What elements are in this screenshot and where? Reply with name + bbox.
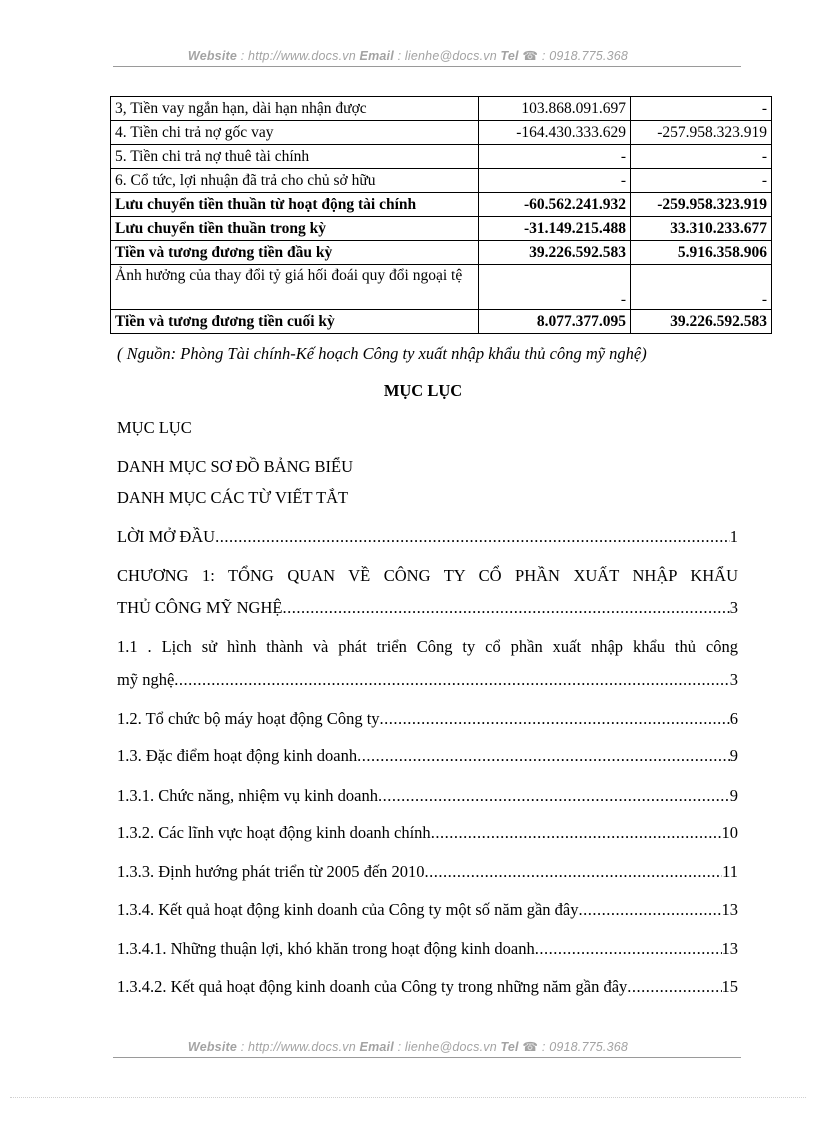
row-value-previous: - (631, 265, 772, 310)
toc-entry-page: 11 (722, 862, 738, 881)
toc-entry-page: 6 (729, 709, 738, 728)
toc-entry-page: 1 (729, 527, 738, 546)
toc-entry-line1: CHƯƠNG 1: TỔNG QUAN VỀ CÔNG TY CỔ PHẦN XUẤT NHẬP KHẨU (117, 566, 738, 585)
toc-entry[interactable] (117, 670, 738, 690)
row-value-previous: 33.310.233.677 (631, 217, 772, 241)
toc-entry[interactable] (117, 977, 738, 997)
toc-leader (357, 746, 730, 766)
footer-rule (113, 1057, 741, 1058)
table-row (111, 217, 772, 241)
row-label: 4. Tiền chi trả nợ gốc vay (111, 121, 479, 145)
source-note: ( Nguồn: Phòng Tài chính-Kế hoạch Công ty xuất nhập khẩu thủ công mỹ nghệ) (117, 344, 647, 363)
toc-leader (378, 786, 730, 806)
toc-entry-text: 1.3. Đặc điểm hoạt động kinh doanh (117, 746, 358, 765)
row-label: Ảnh hưởng của thay đổi tỷ giá hối đoái quy đổi ngoại tệ (111, 265, 479, 310)
table-row (111, 97, 772, 121)
tel-value: ☎ : 0918.775.368 (518, 1040, 629, 1054)
table-row (111, 310, 772, 334)
row-value-previous: - (631, 169, 772, 193)
row-label: 3, Tiền vay ngắn hạn, dài hạn nhận được (111, 97, 479, 121)
toc-entry[interactable] (117, 900, 738, 920)
toc-entry-page: 10 (721, 823, 738, 842)
row-value-previous: -259.958.323.919 (631, 193, 772, 217)
page-footer (0, 1039, 816, 1054)
toc-entry-page: 13 (721, 900, 738, 919)
toc-entry-text: 1.3.4.2. Kết quả hoạt động kinh doanh của Công ty trong những năm gần đây (117, 977, 628, 996)
table-row (111, 241, 772, 265)
cash-flow-table (110, 96, 772, 334)
row-value-previous: -257.958.323.919 (631, 121, 772, 145)
row-value-previous: 5.916.358.906 (631, 241, 772, 265)
row-value-current: -164.430.333.629 (479, 121, 631, 145)
toc-item: DANH MỤC CÁC TỪ VIẾT TẮT (117, 488, 349, 507)
toc-entry[interactable] (117, 527, 738, 547)
email-value: : lienhe@docs.vn (393, 49, 501, 63)
header-rule (113, 66, 741, 67)
toc-leader (174, 670, 729, 690)
toc-leader (215, 527, 730, 547)
toc-leader (425, 862, 723, 882)
row-value-previous: - (631, 97, 772, 121)
toc-entry-text: 1.3.4.1. Những thuận lợi, khó khăn trong hoạt động kinh doanh (117, 939, 535, 958)
table-row (111, 265, 772, 310)
toc-entry[interactable] (117, 598, 738, 618)
row-value-current: -31.149.215.488 (479, 217, 631, 241)
row-label: Lưu chuyển tiền thuần từ hoạt động tài chính (111, 193, 479, 217)
toc-leader (535, 939, 722, 959)
toc-entry-page: 13 (721, 939, 738, 958)
row-value-current: 8.077.377.095 (479, 310, 631, 334)
toc-item: DANH MỤC SƠ ĐỒ BẢNG BIỂU (117, 457, 354, 476)
toc-entry-page: 3 (729, 598, 738, 617)
toc-entry-page: 3 (729, 670, 738, 689)
row-value-previous: 39.226.592.583 (631, 310, 772, 334)
table-row (111, 169, 772, 193)
page-edge-divider (10, 1097, 806, 1098)
row-label: Tiền và tương đương tiền cuối kỳ (111, 310, 479, 334)
tel-label: Tel (500, 49, 519, 63)
row-value-current: -60.562.241.932 (479, 193, 631, 217)
toc-entry[interactable] (117, 786, 738, 806)
toc-entry[interactable] (117, 939, 738, 959)
toc-entry-text: 1.2. Tổ chức bộ máy hoạt động Công ty (117, 709, 380, 728)
toc-entry-text: 1.3.4. Kết quả hoạt động kinh doanh của Công ty một số năm gần đây (117, 900, 579, 919)
toc-entry[interactable] (117, 823, 738, 843)
website-label: Website (187, 49, 238, 63)
tel-label: Tel (500, 1040, 519, 1054)
toc-leader (431, 823, 722, 843)
toc-entry-page: 9 (729, 746, 738, 765)
row-value-current: - (479, 145, 631, 169)
table-row (111, 121, 772, 145)
toc-entry-text: mỹ nghệ (117, 670, 175, 689)
toc-entry-text: 1.3.1. Chức năng, nhiệm vụ kinh doanh (117, 786, 378, 805)
row-value-previous: - (631, 145, 772, 169)
website-value: : http://www.docs.vn (237, 49, 360, 63)
toc-item: MỤC LỤC (117, 418, 192, 437)
email-label: Email (359, 1040, 394, 1054)
toc-title: MỤC LỤC (383, 381, 463, 400)
tel-value: ☎ : 0918.775.368 (518, 49, 629, 63)
toc-entry-line1: 1.1 . Lịch sử hình thành và phát triển Công ty cổ phần xuất nhập khẩu thủ công (117, 637, 738, 656)
toc-entry-page: 15 (721, 977, 738, 996)
page-header (0, 48, 816, 63)
email-value: : lienhe@docs.vn (393, 1040, 501, 1054)
row-label: 5. Tiền chi trả nợ thuê tài chính (111, 145, 479, 169)
website-label: Website (187, 1040, 238, 1054)
email-label: Email (359, 49, 394, 63)
toc-entry-page: 9 (729, 786, 738, 805)
row-label: Tiền và tương đương tiền đầu kỳ (111, 241, 479, 265)
row-label: 6. Cổ tức, lợi nhuận đã trả cho chủ sở hữu (111, 169, 479, 193)
toc-entry[interactable] (117, 746, 738, 766)
website-value: : http://www.docs.vn (237, 1040, 360, 1054)
toc-entry-text: 1.3.2. Các lĩnh vực hoạt động kinh doanh chính (117, 823, 431, 842)
toc-leader (282, 598, 729, 618)
table-row (111, 145, 772, 169)
row-value-current: - (479, 265, 631, 310)
row-value-current: 39.226.592.583 (479, 241, 631, 265)
toc-entry[interactable] (117, 862, 738, 882)
toc-entry-text: 1.3.3. Định hướng phát triển từ 2005 đến 2010 (117, 862, 425, 881)
toc-leader (627, 977, 721, 997)
toc-leader (578, 900, 721, 920)
row-label: Lưu chuyển tiền thuần trong kỳ (111, 217, 479, 241)
table-row (111, 193, 772, 217)
row-value-current: 103.868.091.697 (479, 97, 631, 121)
row-value-current: - (479, 169, 631, 193)
toc-entry-text: THỦ CÔNG MỸ NGHỆ (117, 598, 283, 617)
toc-entry[interactable] (117, 709, 738, 729)
toc-entry-text: LỜI MỞ ĐẦU (117, 527, 216, 546)
toc-leader (380, 709, 730, 729)
